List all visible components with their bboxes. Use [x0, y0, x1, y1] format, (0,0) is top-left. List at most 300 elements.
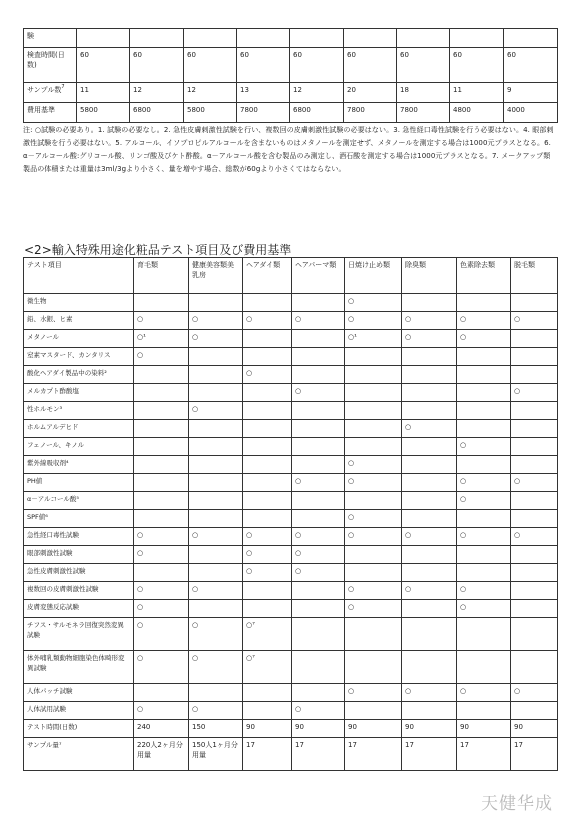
column-header: テスト項目 [24, 258, 134, 294]
table-cell [130, 29, 184, 48]
table-cell [402, 702, 457, 720]
table-cell [457, 348, 511, 366]
table-cell [77, 29, 130, 48]
table-cell: ○ [134, 546, 189, 564]
table-cell [345, 546, 402, 564]
watermark-logo: 天健华成 [481, 794, 553, 814]
table-cell: 17 [243, 738, 292, 771]
table-cell [189, 546, 243, 564]
table-row [24, 384, 558, 402]
table-cell [189, 600, 243, 618]
table-cell [402, 564, 457, 582]
table-cell [457, 420, 511, 438]
table-cell [450, 29, 504, 48]
table-cell: ○ [457, 312, 511, 330]
table-cell: 4000 [504, 103, 558, 123]
test-item-label: 酸化ヘアダイ製品中の染料² [24, 366, 134, 384]
table-cell [134, 384, 189, 402]
table-row [24, 582, 558, 600]
table-cell [511, 582, 558, 600]
table-cell: ○¹ [345, 330, 402, 348]
table-cell [402, 294, 457, 312]
table-cell [290, 29, 344, 48]
test-items-table [23, 257, 558, 771]
table-cell [243, 330, 292, 348]
table-cell [243, 474, 292, 492]
column-header: ヘアダイ類 [243, 258, 292, 294]
test-item-label: 体外哺乳類動物細胞染色体畸形変異試験 [24, 651, 134, 684]
table-cell: ○ [134, 312, 189, 330]
table-cell: 90 [511, 720, 558, 738]
table-cell [402, 366, 457, 384]
table-cell [345, 564, 402, 582]
test-item-label: SPF値⁶ [24, 510, 134, 528]
table-row [24, 420, 558, 438]
table-cell: 6800 [290, 103, 344, 123]
table-cell [345, 366, 402, 384]
table-cell: 13 [237, 83, 290, 103]
test-item-label: 窒素マスタード、カンタリス [24, 348, 134, 366]
test-item-label: 人体パッチ試験 [24, 684, 134, 702]
table-cell: 60 [397, 48, 450, 83]
table-cell: ○ [402, 582, 457, 600]
table-cell [345, 420, 402, 438]
table-cell [402, 456, 457, 474]
table-cell: ○ [243, 528, 292, 546]
table-row [24, 528, 558, 546]
test-item-label: 急性経口毒性試験 [24, 528, 134, 546]
table-row [24, 438, 558, 456]
table-cell [511, 651, 558, 684]
table-row [24, 510, 558, 528]
table-cell [243, 600, 292, 618]
table-cell [292, 600, 345, 618]
top-cost-table [23, 28, 558, 123]
table-row [24, 564, 558, 582]
column-header: 健康美容類美乳房 [189, 258, 243, 294]
table-cell [189, 384, 243, 402]
table-cell [243, 294, 292, 312]
table-cell: 220人2ヶ月分用量 [134, 738, 189, 771]
table-cell [511, 564, 558, 582]
table-cell [504, 29, 558, 48]
table-cell: 7800 [237, 103, 290, 123]
row-label: 検査時間(日数) [24, 48, 77, 83]
test-item-label: 人体試用試験 [24, 702, 134, 720]
table-cell [457, 702, 511, 720]
table-cell [292, 510, 345, 528]
table-cell [511, 600, 558, 618]
table-cell [511, 366, 558, 384]
table-cell: ○ [189, 618, 243, 651]
table-cell [345, 438, 402, 456]
test-item-label: 複数回の皮膚刺激性試験 [24, 582, 134, 600]
table-cell: ○ [402, 420, 457, 438]
table-cell: ○ [345, 528, 402, 546]
table-cell: 12 [130, 83, 184, 103]
table-cell: ○ [134, 651, 189, 684]
table-cell: 12 [184, 83, 237, 103]
row-label: 験 [24, 29, 77, 48]
table-cell [457, 294, 511, 312]
table-cell: 60 [130, 48, 184, 83]
column-header: ヘアパーマ類 [292, 258, 345, 294]
table-cell: 17 [457, 738, 511, 771]
table-cell: ○ [243, 366, 292, 384]
table-cell: ○ [511, 312, 558, 330]
table-cell: ○ [189, 330, 243, 348]
test-item-label: PH値 [24, 474, 134, 492]
table-cell: ○ [402, 684, 457, 702]
table-cell [189, 684, 243, 702]
table-cell: ○ [292, 384, 345, 402]
column-header: 色素除去類 [457, 258, 511, 294]
table-cell [402, 492, 457, 510]
test-item-label: 眼部刺激性試験 [24, 546, 134, 564]
table-cell [243, 702, 292, 720]
table-cell: ○ [511, 684, 558, 702]
table-cell [402, 348, 457, 366]
table-cell [511, 492, 558, 510]
column-header: 育毛類 [134, 258, 189, 294]
table-cell [189, 366, 243, 384]
test-item-label: ホルムアルデヒド [24, 420, 134, 438]
table-cell: 90 [457, 720, 511, 738]
table-cell: ○ [243, 312, 292, 330]
table-cell [292, 348, 345, 366]
table-cell: 12 [290, 83, 344, 103]
table-cell: 60 [504, 48, 558, 83]
table-cell [134, 492, 189, 510]
table-cell: ○ [457, 474, 511, 492]
table-cell: ○ [345, 684, 402, 702]
table-cell: ○ [457, 528, 511, 546]
table-cell [292, 582, 345, 600]
table-cell: ○ [511, 528, 558, 546]
table-row [24, 294, 558, 312]
table-cell [457, 366, 511, 384]
table-cell: 150 [189, 720, 243, 738]
table-cell [292, 330, 345, 348]
table-cell: 17 [345, 738, 402, 771]
table-row [24, 651, 558, 684]
row-label: サンプル数$^7$ [24, 83, 77, 103]
table-cell: 17 [511, 738, 558, 771]
table-cell: 90 [402, 720, 457, 738]
table-cell [189, 564, 243, 582]
table-cell [402, 651, 457, 684]
table-cell: 90 [243, 720, 292, 738]
table-cell [511, 546, 558, 564]
test-item-label: サンプル量⁷ [24, 738, 134, 771]
table-cell [402, 618, 457, 651]
table-cell: 60 [77, 48, 130, 83]
table-cell [511, 510, 558, 528]
test-item-label: α－アルコール酸⁵ [24, 492, 134, 510]
table-cell [345, 402, 402, 420]
table-cell [511, 330, 558, 348]
table-cell: 17 [402, 738, 457, 771]
table-cell [511, 618, 558, 651]
test-item-label: 皮膚変態反応試験 [24, 600, 134, 618]
table-row [24, 402, 558, 420]
table-cell [134, 420, 189, 438]
test-item-label: チフス・サルモネラ回復突然変異試験 [24, 618, 134, 651]
table-cell: ○ [189, 528, 243, 546]
table-cell [511, 420, 558, 438]
table-cell [397, 29, 450, 48]
table-cell: ○ [345, 294, 402, 312]
table-cell: 6800 [130, 103, 184, 123]
table-cell [243, 492, 292, 510]
table-cell: 18 [397, 83, 450, 103]
table-cell [243, 582, 292, 600]
table-cell [402, 546, 457, 564]
table-cell: ○ [189, 312, 243, 330]
table-cell [457, 564, 511, 582]
table-cell [189, 294, 243, 312]
row-label: 費用基準 [24, 103, 77, 123]
table-cell: 9 [504, 83, 558, 103]
table-cell: ○ [243, 546, 292, 564]
table-cell [189, 348, 243, 366]
table-row [24, 546, 558, 564]
table-cell: ○ [292, 702, 345, 720]
table-row [24, 720, 558, 738]
table-row [24, 48, 558, 83]
table-cell [344, 29, 397, 48]
footnote-text: 注: ○試験の必要あり。1. 試験の必要なし。2. 急性皮膚刺激性試験を行い、複数回の皮膚刺激性試験の必要はない。3. 急性経口毒性試験を行う必要はない。4. 眼部刺激性試験を行う必要はない。5. アルコール、イソプロピルアルコールを含まないものはメタノールを測定せず、メタノールを測定する場合は1000元プラスとなる。6. α－アルコール酸:グリコール酸、リンゴ酸及びケト酢酸。α－アルコール酸を含む製品のみ測定し、酒石酸を測定する場合は1000元プラスとなる。7. メークアップ類製品の体積または重量は3ml/3gより小さく、量を増やす場合、総数が60gより小さくてはならない。 [23, 126, 554, 173]
table-cell: ○ [189, 402, 243, 420]
table-cell [134, 684, 189, 702]
table-cell: ○ [134, 702, 189, 720]
table-cell: 150人1ヶ月分用量 [189, 738, 243, 771]
test-item-label: フェノール、キノル [24, 438, 134, 456]
table-cell: 60 [290, 48, 344, 83]
table-cell [457, 651, 511, 684]
table-cell [345, 651, 402, 684]
table-cell [402, 438, 457, 456]
table-cell [134, 510, 189, 528]
table-cell [243, 402, 292, 420]
table-cell [402, 402, 457, 420]
table-cell [292, 294, 345, 312]
table-cell [243, 420, 292, 438]
table-cell [457, 384, 511, 402]
table-cell [345, 618, 402, 651]
table-cell [457, 546, 511, 564]
table-cell: ○ [402, 312, 457, 330]
test-item-label: メタノール [24, 330, 134, 348]
test-item-label: 性ホルモン³ [24, 402, 134, 420]
section-title: <2>輸入特殊用途化粧品テスト項目及び費用基準 [24, 243, 292, 257]
table-cell: ○ [345, 312, 402, 330]
table-cell: ○ [189, 702, 243, 720]
table-cell: 11 [450, 83, 504, 103]
table-cell: ○ [511, 474, 558, 492]
table-cell: ○ [134, 600, 189, 618]
table-cell: ○⁷ [243, 618, 292, 651]
table-cell [511, 702, 558, 720]
table-cell: 11 [77, 83, 130, 103]
test-item-label: 紫外線吸収剤⁴ [24, 456, 134, 474]
table-cell: ○ [243, 564, 292, 582]
table-cell: 60 [450, 48, 504, 83]
table-cell: ○ [292, 528, 345, 546]
table-cell: ○ [345, 510, 402, 528]
table-cell [345, 384, 402, 402]
table-cell: ○ [292, 546, 345, 564]
table-cell [292, 684, 345, 702]
table-cell [511, 348, 558, 366]
table-cell [243, 456, 292, 474]
table-cell: 17 [292, 738, 345, 771]
table-cell: ○ [345, 582, 402, 600]
table-cell: 60 [237, 48, 290, 83]
table-cell [292, 456, 345, 474]
table-cell: 20 [344, 83, 397, 103]
table-cell: ○ [457, 582, 511, 600]
table-cell [134, 474, 189, 492]
table-cell [134, 564, 189, 582]
table-row [24, 492, 558, 510]
table-cell [292, 438, 345, 456]
table-cell [189, 438, 243, 456]
table-row [24, 600, 558, 618]
table-cell: ○ [134, 582, 189, 600]
footnote-marker: 7 [61, 84, 65, 90]
table-cell [402, 474, 457, 492]
table-cell: 90 [345, 720, 402, 738]
table-cell [134, 366, 189, 384]
table-cell: 7800 [344, 103, 397, 123]
test-item-label: テスト時間(日数) [24, 720, 134, 738]
table-cell [243, 384, 292, 402]
table-cell [292, 492, 345, 510]
table-cell: ○ [457, 438, 511, 456]
table-cell [134, 294, 189, 312]
table-cell [402, 510, 457, 528]
table-cell [237, 29, 290, 48]
table-cell [189, 456, 243, 474]
table-cell: ○ [292, 564, 345, 582]
table-cell: ○ [189, 582, 243, 600]
table-cell: ○ [457, 330, 511, 348]
table-cell [134, 438, 189, 456]
table-row [24, 456, 558, 474]
table-cell: 240 [134, 720, 189, 738]
test-item-label: 急性皮膚刺激性試験 [24, 564, 134, 582]
table-cell [511, 438, 558, 456]
table-row [24, 83, 558, 103]
table-cell [189, 420, 243, 438]
table-cell [189, 510, 243, 528]
table-cell: 60 [344, 48, 397, 83]
table-cell: ○ [402, 528, 457, 546]
table-cell [189, 492, 243, 510]
table-row [24, 738, 558, 771]
table-cell: ○⁷ [243, 651, 292, 684]
table-cell: ○ [345, 600, 402, 618]
table-cell [134, 402, 189, 420]
table-row [24, 474, 558, 492]
table-cell [184, 29, 237, 48]
table-cell [292, 402, 345, 420]
table-cell: ○¹ [134, 330, 189, 348]
table-cell: ○ [134, 528, 189, 546]
table-cell: ○ [345, 474, 402, 492]
test-item-label: メルカプト酢酸塩 [24, 384, 134, 402]
table-cell [243, 438, 292, 456]
table-row [24, 103, 558, 123]
table-cell [457, 618, 511, 651]
table-cell: ○ [134, 618, 189, 651]
table-row [24, 348, 558, 366]
table-cell [243, 348, 292, 366]
table-cell: ○ [292, 312, 345, 330]
table-cell [345, 702, 402, 720]
table-cell: 5800 [184, 103, 237, 123]
table-cell: ○ [457, 600, 511, 618]
table-header-row [24, 258, 558, 294]
table-cell [243, 510, 292, 528]
table-cell [511, 294, 558, 312]
table-cell [402, 600, 457, 618]
table-cell [243, 684, 292, 702]
table-cell [402, 384, 457, 402]
table-row [24, 29, 558, 48]
test-item-label: 鉛、水銀、ヒ素 [24, 312, 134, 330]
table-cell: ○ [402, 330, 457, 348]
table-cell: ○ [345, 456, 402, 474]
table-cell [292, 618, 345, 651]
table-cell [345, 348, 402, 366]
table-cell: ○ [134, 348, 189, 366]
column-header: 除臭類 [402, 258, 457, 294]
table-cell [511, 402, 558, 420]
table-cell: 90 [292, 720, 345, 738]
table-cell: ○ [189, 651, 243, 684]
table-row [24, 312, 558, 330]
table-cell: ○ [457, 684, 511, 702]
table-cell [457, 402, 511, 420]
table-row [24, 684, 558, 702]
table-cell: 7800 [397, 103, 450, 123]
table-row [24, 366, 558, 384]
table-cell [345, 492, 402, 510]
table-cell: ○ [511, 384, 558, 402]
table-cell: ○ [457, 492, 511, 510]
table-cell [292, 420, 345, 438]
table-cell: 60 [184, 48, 237, 83]
table-cell [134, 456, 189, 474]
table-cell [292, 651, 345, 684]
table-cell [292, 366, 345, 384]
table-row [24, 330, 558, 348]
column-header: 脱毛類 [511, 258, 558, 294]
table-cell [511, 456, 558, 474]
table-cell: 5800 [77, 103, 130, 123]
table-cell [457, 456, 511, 474]
table-row [24, 618, 558, 651]
table-cell: 4800 [450, 103, 504, 123]
test-item-label: 微生物 [24, 294, 134, 312]
table-cell [189, 474, 243, 492]
table-cell [457, 510, 511, 528]
table-row [24, 702, 558, 720]
table-cell: ○ [292, 474, 345, 492]
column-header: 日焼け止め類 [345, 258, 402, 294]
